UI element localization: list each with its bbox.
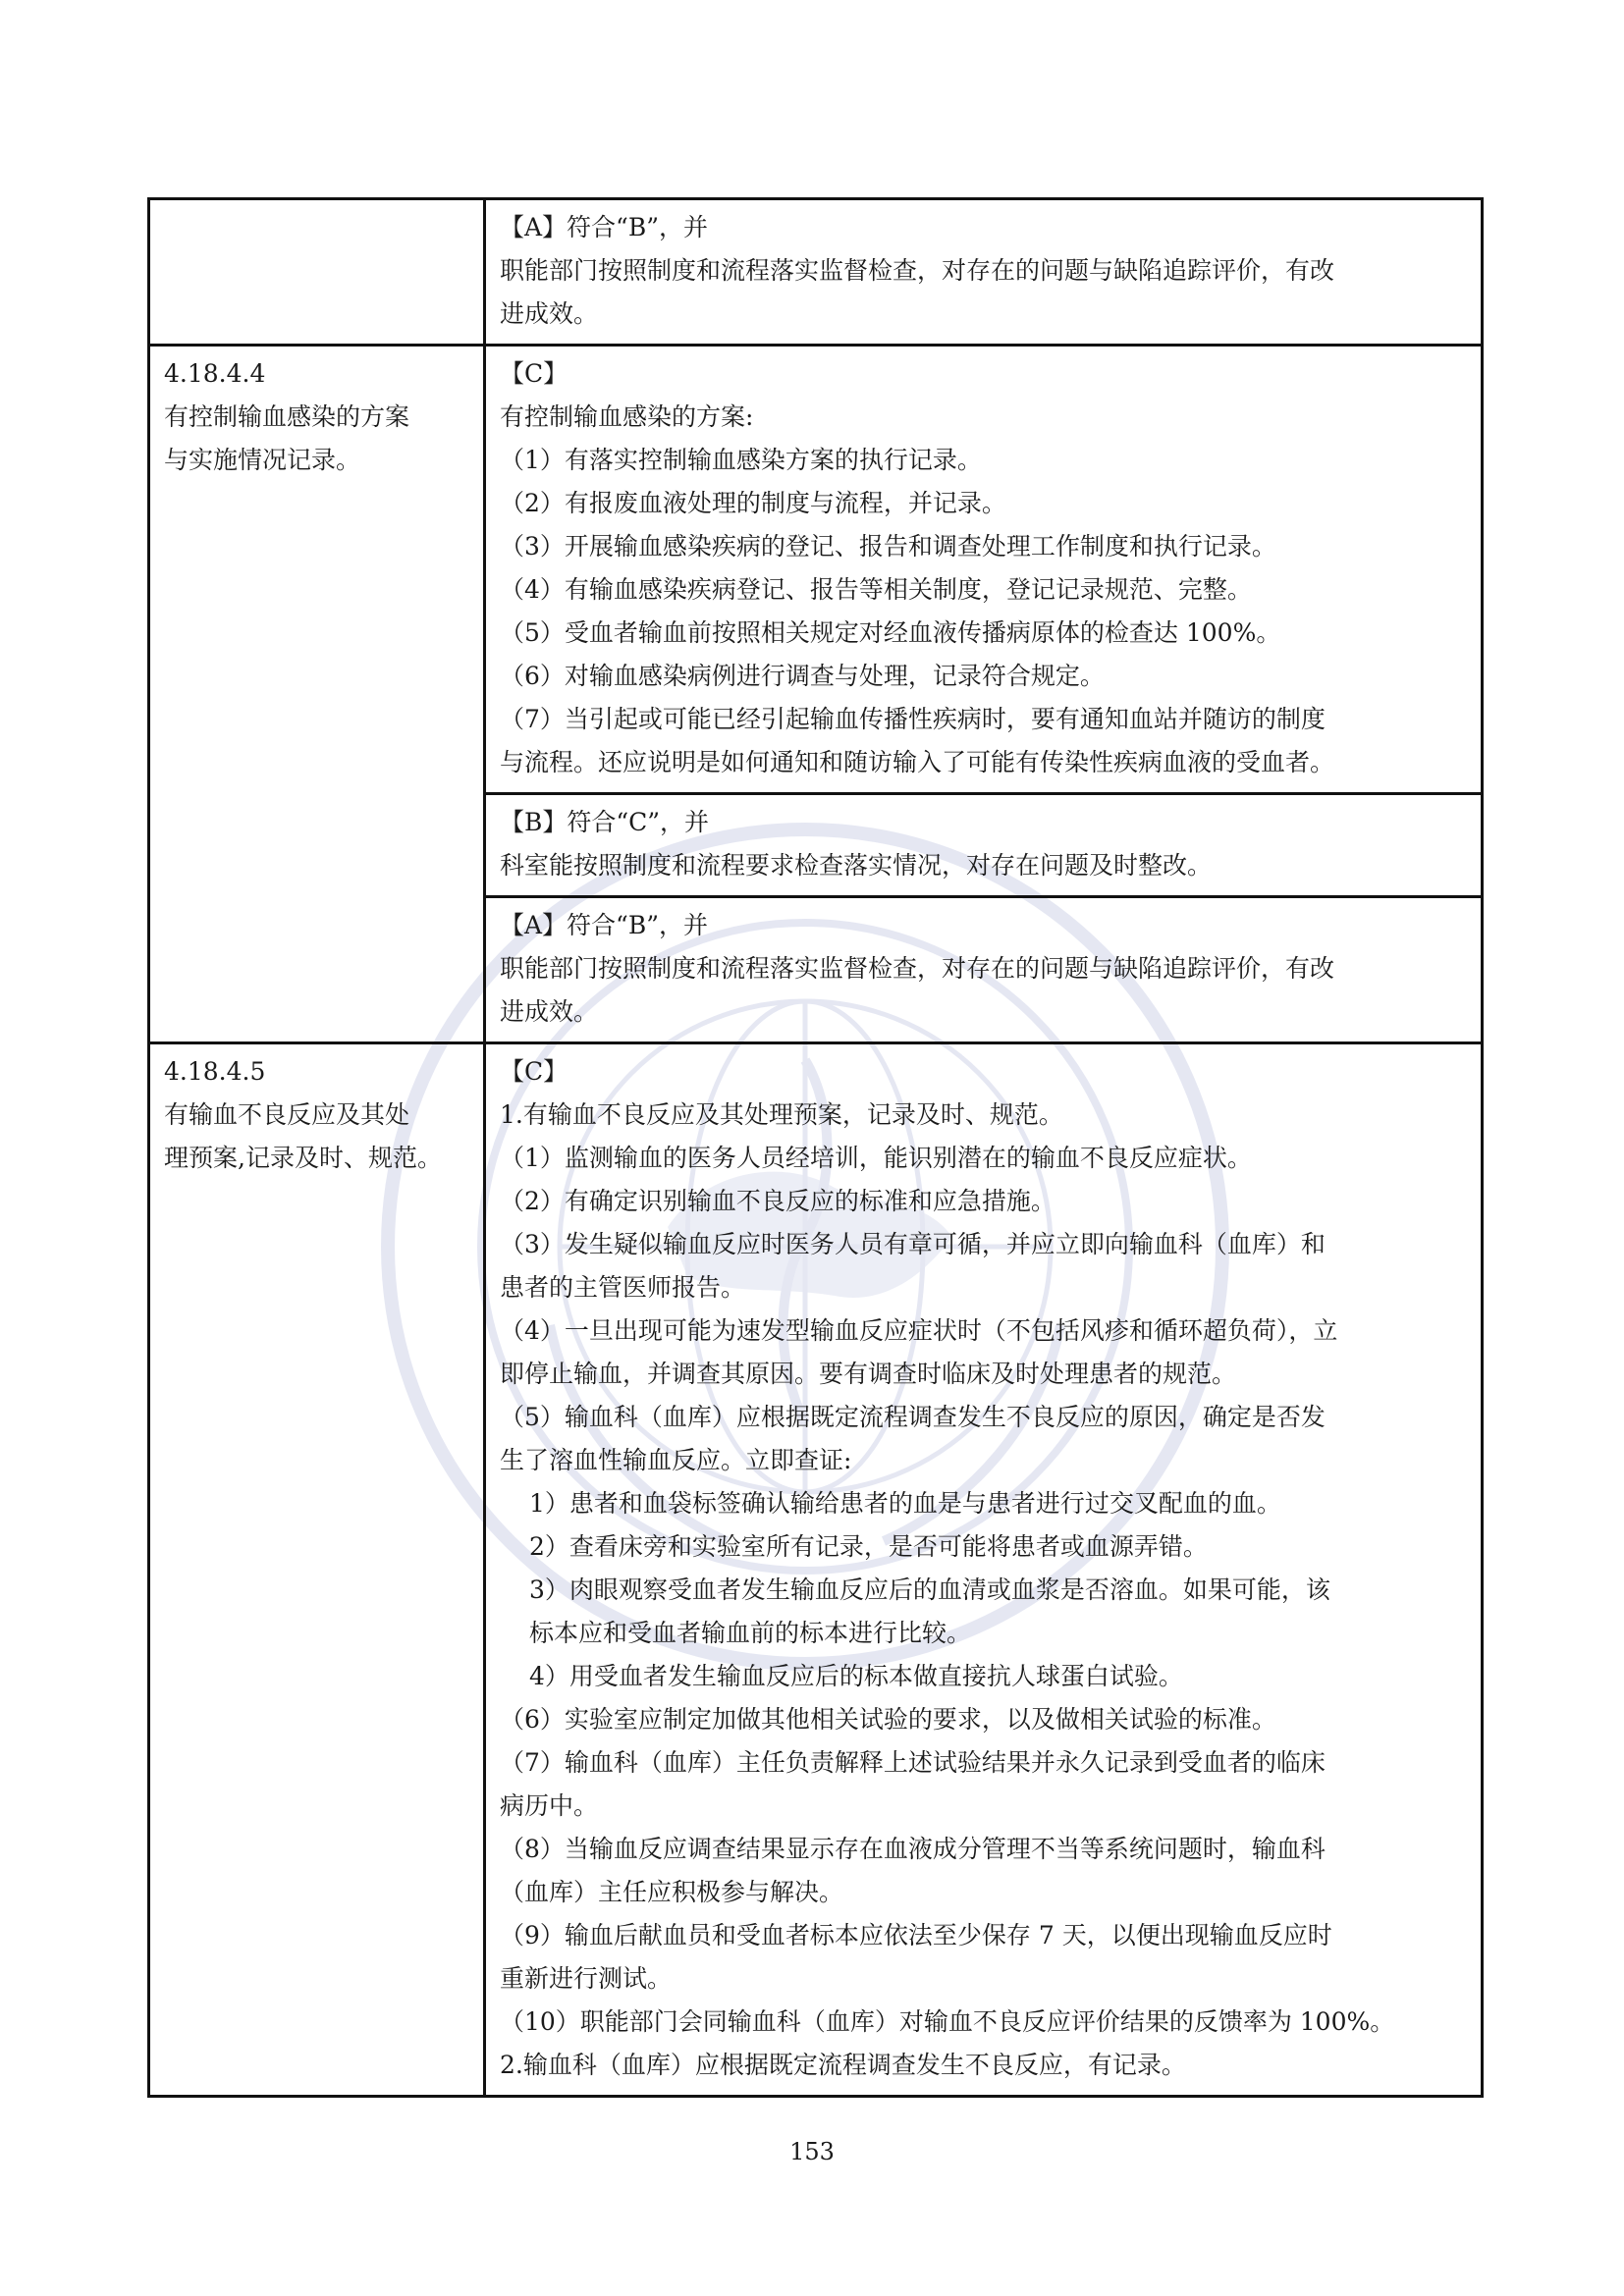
grade-cell-a (485, 897, 1483, 1043)
code-cell (149, 1043, 485, 2097)
grade-line: （5）受血者输血前按照相关规定对经血液传播病原体的检查达 100%。 (500, 618, 1281, 647)
grade-cell-a (485, 199, 1483, 346)
grade-line: 进成效。 (500, 299, 599, 328)
grade-line: 1.有输血不良反应及其处理预案，记录及时、规范。 (500, 1100, 1063, 1129)
grade-line: 生了溶血性输血反应。立即查证: (500, 1446, 852, 1474)
grade-line: 2）查看床旁和实验室所有记录，是否可能将患者或血源弄错。 (529, 1532, 1208, 1561)
grade-line: （3）发生疑似输血反应时医务人员有章可循，并应立即向输血科（血库）和 (500, 1230, 1326, 1258)
grade-line: 与流程。还应说明是如何通知和随访输入了可能有传染性疾病血液的受血者。 (500, 748, 1335, 776)
grade-cell-c (485, 346, 1483, 794)
grade-line: 科室能按照制度和流程要求检查落实情况，对存在问题及时整改。 (500, 851, 1213, 880)
grade-line: 【C】 (500, 1057, 568, 1086)
grade-line: （4）有输血感染疾病登记、报告等相关制度，登记记录规范、完整。 (500, 575, 1252, 604)
item-title-line: 有输血不良反应及其处 (164, 1100, 410, 1129)
grade-line: （6）实验室应制定加做其他相关试验的要求，以及做相关试验的标准。 (500, 1705, 1276, 1734)
grade-line: 即停止输血，并调查其原因。要有调查时临床及时处理患者的规范。 (500, 1360, 1237, 1388)
item-title-line: 有控制输血感染的方案 (164, 402, 410, 431)
grade-line: （2）有报废血液处理的制度与流程，并记录。 (500, 489, 1006, 517)
grade-cell-c (485, 1043, 1483, 2097)
grade-line: （10）职能部门会同输血科（血库）对输血不良反应评价结果的反馈率为 100%。 (500, 2007, 1395, 2036)
grade-line: （5）输血科（血库）应根据既定流程调查发生不良反应的原因，确定是否发 (500, 1403, 1326, 1431)
grade-line: （3）开展输血感染疾病的登记、报告和调查处理工作制度和执行记录。 (500, 532, 1276, 561)
grade-line: （6）对输血感染病例进行调查与处理，记录符合规定。 (500, 662, 1105, 690)
grade-line: 3）肉眼观察受血者发生输血反应后的血清或血浆是否溶血。如果可能，该 (529, 1575, 1330, 1604)
grade-line: 标本应和受血者输血前的标本进行比较。 (529, 1619, 972, 1647)
grade-line: 【B】符合“C”，并 (500, 808, 710, 836)
table-row (149, 1043, 1483, 2097)
item-code: 4.18.4.4 (164, 359, 266, 388)
grade-line: （2）有确定识别输血不良反应的标准和应急措施。 (500, 1187, 1056, 1215)
grade-line: 患者的主管医师报告。 (500, 1273, 746, 1302)
grade-line: 职能部门按照制度和流程落实监督检查，对存在的问题与缺陷追踪评价，有改 (500, 256, 1335, 285)
grade-line: 职能部门按照制度和流程落实监督检查，对存在的问题与缺陷追踪评价，有改 (500, 954, 1335, 983)
table-row (149, 199, 1483, 346)
code-cell (149, 199, 485, 346)
item-title-line: 理预案,记录及时、规范。 (164, 1144, 442, 1172)
grade-line: 【C】 (500, 359, 568, 388)
item-title-line: 与实施情况记录。 (164, 446, 361, 474)
grade-line: （9）输血后献血员和受血者标本应依法至少保存 7 天，以便出现输血反应时 (500, 1921, 1332, 1949)
grade-line: （8）当输血反应调查结果显示存在血液成分管理不当等系统问题时，输血科 (500, 1835, 1326, 1863)
grade-line: 重新进行测试。 (500, 1964, 673, 1993)
grade-line: 1）患者和血袋标签确认输给患者的血是与患者进行过交叉配血的血。 (529, 1489, 1281, 1518)
standards-table (147, 197, 1484, 2098)
grade-line: 【A】符合“B”，并 (500, 213, 708, 241)
code-cell (149, 346, 485, 1043)
table-row (149, 346, 1483, 794)
grade-line: 4）用受血者发生输血反应后的标本做直接抗人球蛋白试验。 (529, 1662, 1183, 1690)
grade-line: 病历中。 (500, 1791, 599, 1820)
grade-line: 【A】符合“B”，并 (500, 911, 708, 939)
grade-line: 进成效。 (500, 997, 599, 1026)
grade-line: 2.输血科（血库）应根据既定流程调查发生不良反应，有记录。 (500, 2051, 1186, 2079)
item-code: 4.18.4.5 (164, 1057, 266, 1086)
grade-line: （1）有落实控制输血感染方案的执行记录。 (500, 446, 982, 474)
grade-line: （7）输血科（血库）主任负责解释上述试验结果并永久记录到受血者的临床 (500, 1748, 1326, 1777)
grade-line: （4）一旦出现可能为速发型输血反应症状时（不包括风疹和循环超负荷），立 (500, 1316, 1338, 1345)
grade-cell-b (485, 794, 1483, 897)
grade-line: （1）监测输血的医务人员经培训，能识别潜在的输血不良反应症状。 (500, 1144, 1252, 1172)
grade-line: （7）当引起或可能已经引起输血传播性疾病时，要有通知血站并随访的制度 (500, 705, 1326, 733)
grade-line: （血库）主任应积极参与解决。 (500, 1878, 844, 1906)
page-number: 153 (789, 2138, 835, 2165)
grade-line: 有控制输血感染的方案: (500, 402, 754, 431)
